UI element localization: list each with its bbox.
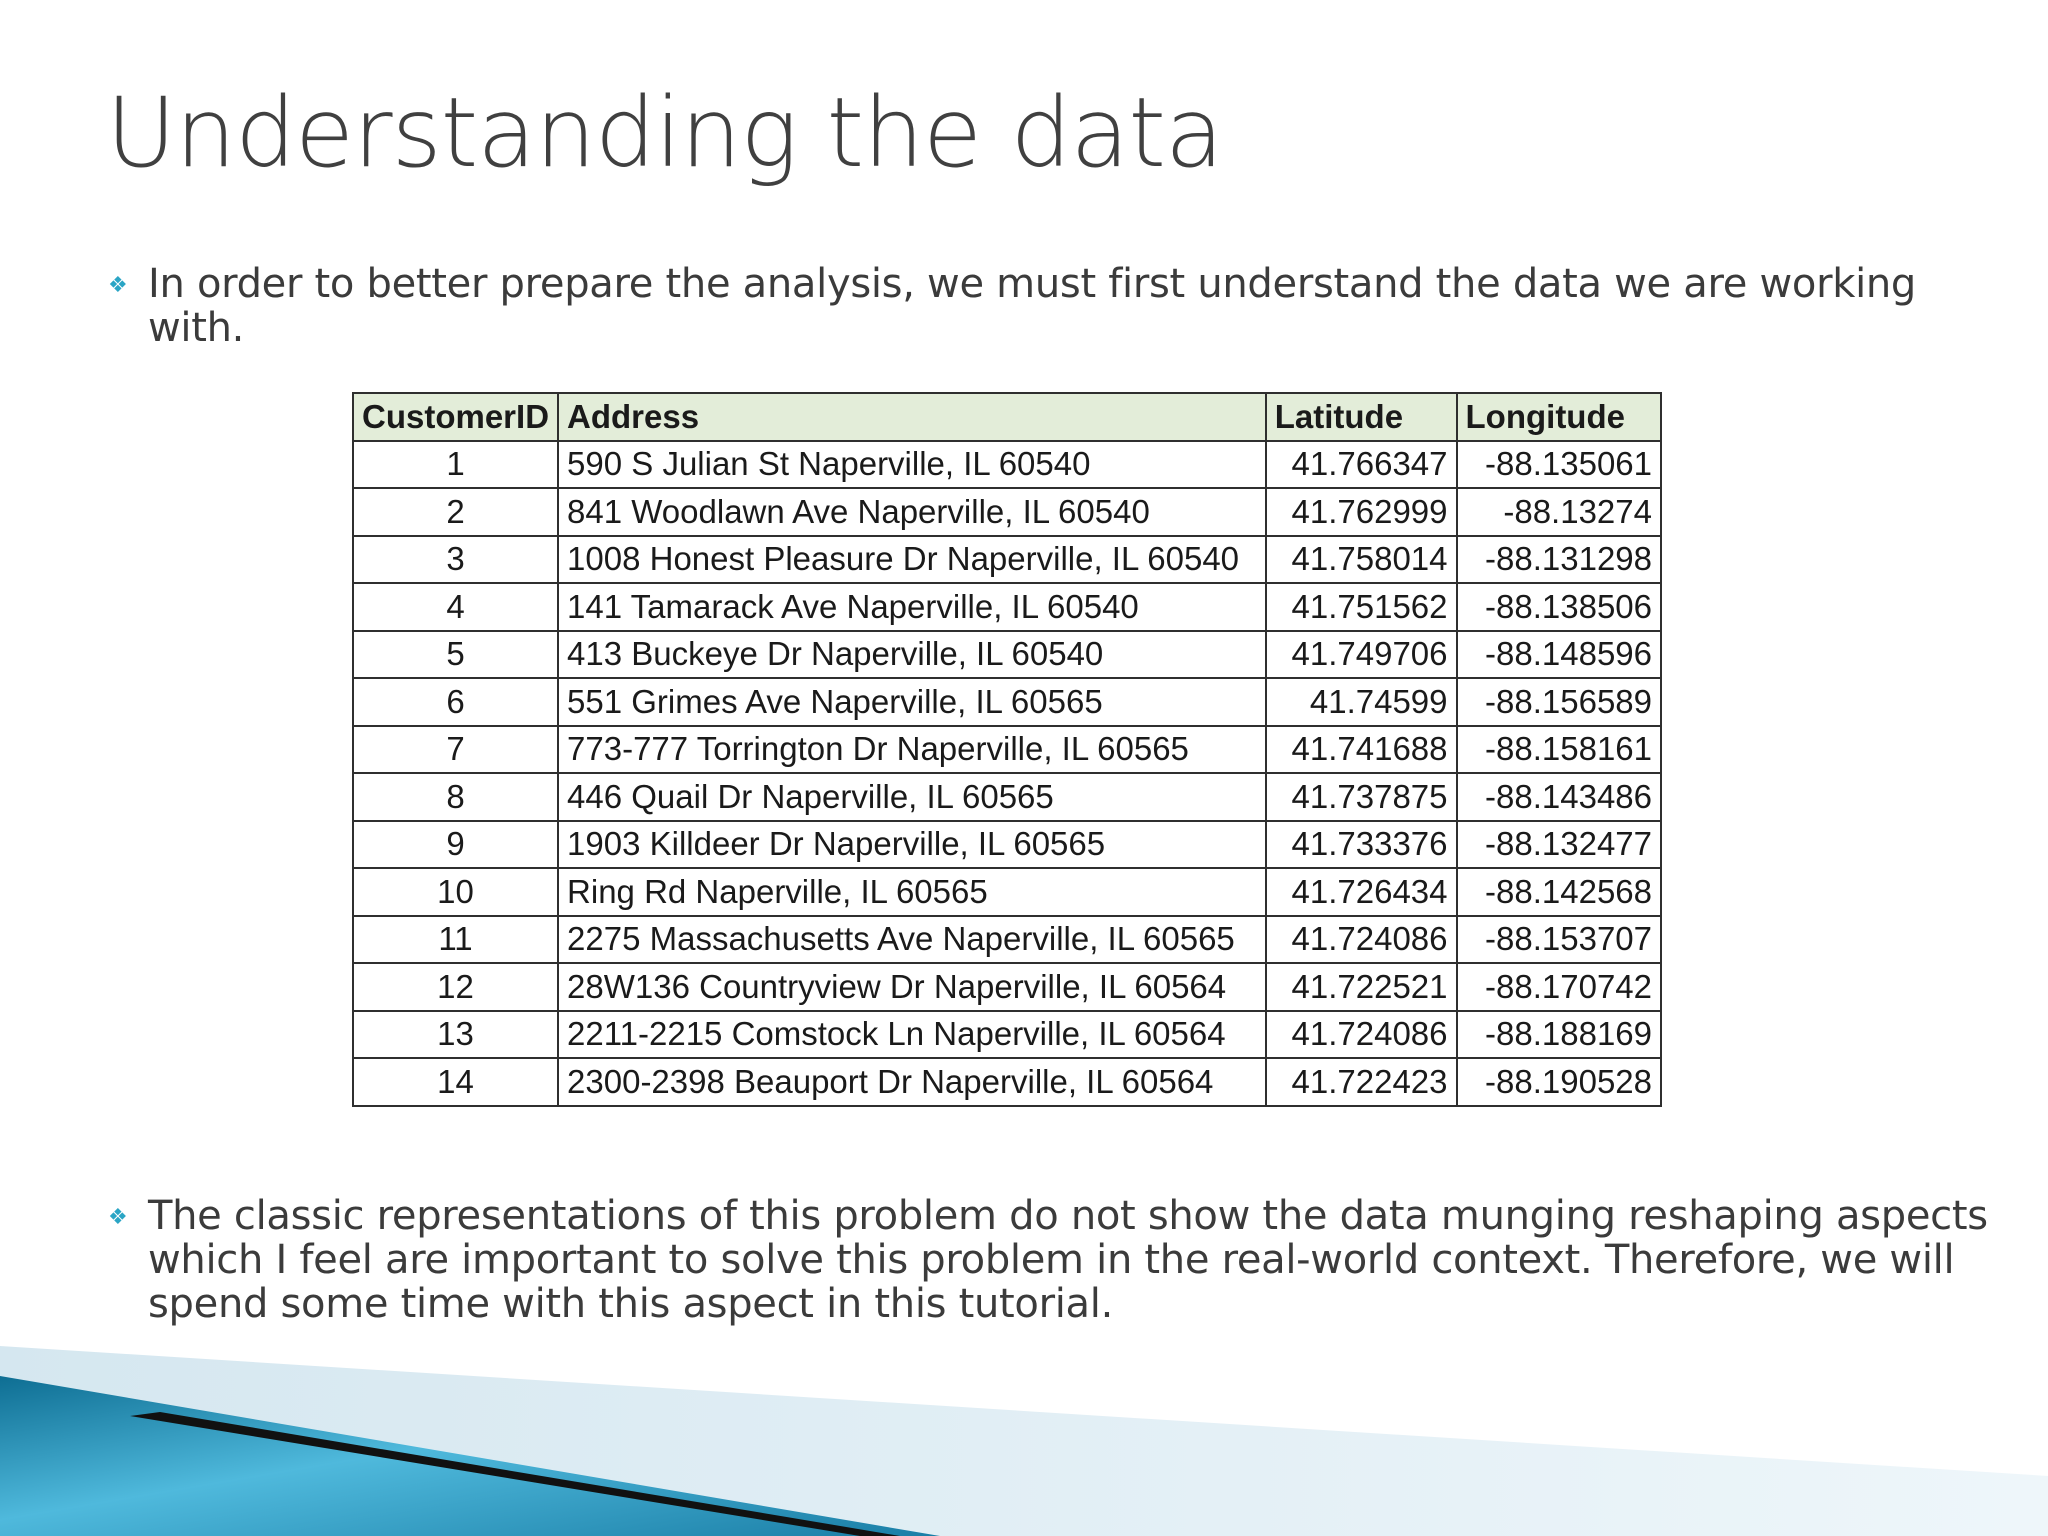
cell-longitude: -88.135061 xyxy=(1457,441,1661,489)
customer-data-table xyxy=(352,392,1662,1107)
cell-address: 2275 Massachusetts Ave Naperville, IL 60565 xyxy=(558,916,1266,964)
cell-customerid: 5 xyxy=(353,631,558,679)
cell-customerid: 12 xyxy=(353,963,558,1011)
cell-longitude: -88.153707 xyxy=(1457,916,1661,964)
diamond-bullet-icon: ❖ xyxy=(108,273,128,298)
cell-latitude: 41.722423 xyxy=(1266,1058,1457,1106)
cell-longitude: -88.158161 xyxy=(1457,726,1661,774)
bullet-text: The classic representations of this problem do not show the data munging reshaping aspects which I feel are important to solve this problem in the real-world context. Therefore, we will spend some time with this aspect in this tutorial. xyxy=(148,1193,1988,1327)
cell-latitude: 41.724086 xyxy=(1266,916,1457,964)
cell-address: 141 Tamarack Ave Naperville, IL 60540 xyxy=(558,583,1266,631)
table-row xyxy=(353,631,1661,679)
cell-latitude: 41.733376 xyxy=(1266,821,1457,869)
cell-address: 413 Buckeye Dr Naperville, IL 60540 xyxy=(558,631,1266,679)
table-header-row xyxy=(353,393,1661,441)
table-row xyxy=(353,821,1661,869)
bullet-text: In order to better prepare the analysis, we must first understand the data we are working with. xyxy=(148,261,1917,351)
cell-longitude: -88.132477 xyxy=(1457,821,1661,869)
cell-address: 28W136 Countryview Dr Naperville, IL 60564 xyxy=(558,963,1266,1011)
cell-latitude: 41.724086 xyxy=(1266,1011,1457,1059)
table-row xyxy=(353,726,1661,774)
cell-address: 2300-2398 Beauport Dr Naperville, IL 60564 xyxy=(558,1058,1266,1106)
cell-address: 773-777 Torrington Dr Naperville, IL 60565 xyxy=(558,726,1266,774)
cell-longitude: -88.170742 xyxy=(1457,963,1661,1011)
cell-address: 551 Grimes Ave Naperville, IL 60565 xyxy=(558,678,1266,726)
bullet-item xyxy=(108,262,2008,350)
cell-longitude: -88.143486 xyxy=(1457,773,1661,821)
cell-customerid: 14 xyxy=(353,1058,558,1106)
table-row xyxy=(353,441,1661,489)
table-row xyxy=(353,1058,1661,1106)
cell-latitude: 41.749706 xyxy=(1266,631,1457,679)
table-row xyxy=(353,916,1661,964)
cell-address: 1903 Killdeer Dr Naperville, IL 60565 xyxy=(558,821,1266,869)
table-row xyxy=(353,1011,1661,1059)
decorative-swoosh xyxy=(0,1276,2048,1536)
cell-latitude: 41.751562 xyxy=(1266,583,1457,631)
cell-longitude: -88.142568 xyxy=(1457,868,1661,916)
cell-latitude: 41.722521 xyxy=(1266,963,1457,1011)
cell-longitude: -88.190528 xyxy=(1457,1058,1661,1106)
cell-customerid: 9 xyxy=(353,821,558,869)
header-customerid: CustomerID xyxy=(353,393,558,441)
cell-customerid: 13 xyxy=(353,1011,558,1059)
header-longitude: Longitude xyxy=(1457,393,1661,441)
table-row xyxy=(353,773,1661,821)
cell-customerid: 4 xyxy=(353,583,558,631)
cell-address: 446 Quail Dr Naperville, IL 60565 xyxy=(558,773,1266,821)
cell-customerid: 10 xyxy=(353,868,558,916)
cell-longitude: -88.131298 xyxy=(1457,536,1661,584)
cell-customerid: 11 xyxy=(353,916,558,964)
cell-latitude: 41.737875 xyxy=(1266,773,1457,821)
table-row xyxy=(353,583,1661,631)
diamond-bullet-icon: ❖ xyxy=(108,1205,128,1230)
cell-latitude: 41.74599 xyxy=(1266,678,1457,726)
table-body xyxy=(353,441,1661,1106)
cell-longitude: -88.188169 xyxy=(1457,1011,1661,1059)
cell-customerid: 8 xyxy=(353,773,558,821)
table-row xyxy=(353,536,1661,584)
cell-latitude: 41.726434 xyxy=(1266,868,1457,916)
cell-customerid: 3 xyxy=(353,536,558,584)
table-row xyxy=(353,963,1661,1011)
cell-customerid: 1 xyxy=(353,441,558,489)
cell-address: 2211-2215 Comstock Ln Naperville, IL 60564 xyxy=(558,1011,1266,1059)
cell-address: 590 S Julian St Naperville, IL 60540 xyxy=(558,441,1266,489)
cell-address: 1008 Honest Pleasure Dr Naperville, IL 60540 xyxy=(558,536,1266,584)
cell-longitude: -88.13274 xyxy=(1457,488,1661,536)
cell-address: Ring Rd Naperville, IL 60565 xyxy=(558,868,1266,916)
header-address: Address xyxy=(558,393,1266,441)
cell-address: 841 Woodlawn Ave Naperville, IL 60540 xyxy=(558,488,1266,536)
cell-customerid: 6 xyxy=(353,678,558,726)
cell-customerid: 7 xyxy=(353,726,558,774)
table-row xyxy=(353,678,1661,726)
cell-customerid: 2 xyxy=(353,488,558,536)
cell-latitude: 41.741688 xyxy=(1266,726,1457,774)
cell-longitude: -88.148596 xyxy=(1457,631,1661,679)
slide-title: Understanding the data xyxy=(106,77,1223,189)
table-row xyxy=(353,488,1661,536)
cell-longitude: -88.156589 xyxy=(1457,678,1661,726)
cell-longitude: -88.138506 xyxy=(1457,583,1661,631)
cell-latitude: 41.758014 xyxy=(1266,536,1457,584)
cell-latitude: 41.762999 xyxy=(1266,488,1457,536)
cell-latitude: 41.766347 xyxy=(1266,441,1457,489)
header-latitude: Latitude xyxy=(1266,393,1457,441)
table-row xyxy=(353,868,1661,916)
